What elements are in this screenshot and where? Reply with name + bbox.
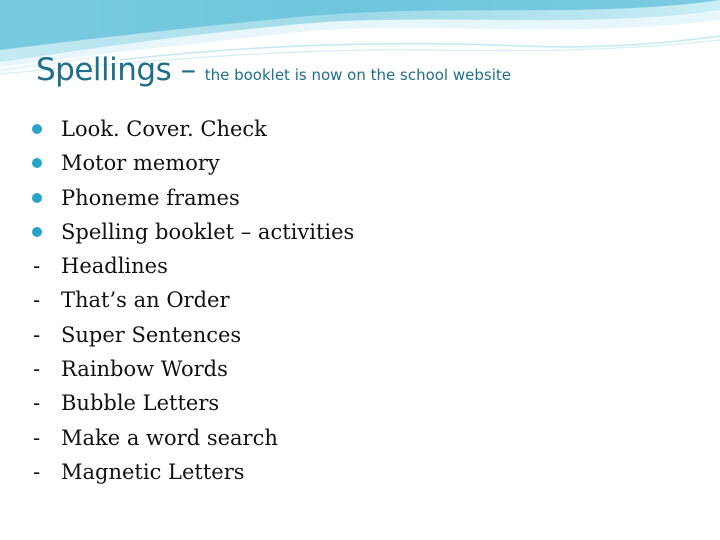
list-item-text: Rainbow Words <box>61 357 228 382</box>
title-subtitle: the booklet is now on the school website <box>204 66 511 84</box>
dash-glyph: - <box>33 322 41 347</box>
list-item-text: Super Sentences <box>61 322 242 347</box>
title-main: Spellings – <box>36 52 196 88</box>
dash-marker <box>28 421 54 455</box>
list-item-text: Spelling booklet – activities <box>61 219 355 244</box>
list-item <box>28 352 688 386</box>
dash-marker <box>28 283 54 317</box>
dash-glyph: - <box>33 254 41 279</box>
content-list <box>28 112 688 489</box>
bullet-marker <box>28 146 54 180</box>
list-item <box>28 215 688 249</box>
list-item <box>28 283 688 317</box>
dash-glyph: - <box>33 357 41 382</box>
dash-glyph: - <box>33 391 41 416</box>
list-item <box>28 455 688 489</box>
bullet-marker <box>28 112 54 146</box>
list-item <box>28 146 688 180</box>
bullet-dot-icon <box>32 124 42 134</box>
list-item <box>28 386 688 420</box>
dash-marker <box>28 249 54 283</box>
dash-marker <box>28 386 54 420</box>
list-item <box>28 181 688 215</box>
dash-glyph: - <box>33 459 41 484</box>
list-item-text: Headlines <box>61 254 168 279</box>
dash-glyph: - <box>33 288 41 313</box>
dash-marker <box>28 352 54 386</box>
list-item-text: Bubble Letters <box>61 391 220 416</box>
list-item-text: Make a word search <box>61 425 278 450</box>
bullet-marker <box>28 215 54 249</box>
bullet-dot-icon <box>32 193 42 203</box>
bullet-dot-icon <box>32 158 42 168</box>
list-item-text: Motor memory <box>61 151 220 176</box>
bullet-marker <box>28 181 54 215</box>
dash-glyph: - <box>33 425 41 450</box>
slide-title <box>36 52 511 88</box>
list-item <box>28 249 688 283</box>
list-item-text: Phoneme frames <box>61 185 240 210</box>
dash-marker <box>28 455 54 489</box>
list-item <box>28 318 688 352</box>
list-item <box>28 421 688 455</box>
list-item-text: Magnetic Letters <box>61 459 245 484</box>
dash-marker <box>28 318 54 352</box>
list-item-text: Look. Cover. Check <box>61 117 267 141</box>
bullet-dot-icon <box>32 227 42 237</box>
list-item <box>28 112 688 146</box>
list-item-text: That’s an Order <box>61 288 230 313</box>
